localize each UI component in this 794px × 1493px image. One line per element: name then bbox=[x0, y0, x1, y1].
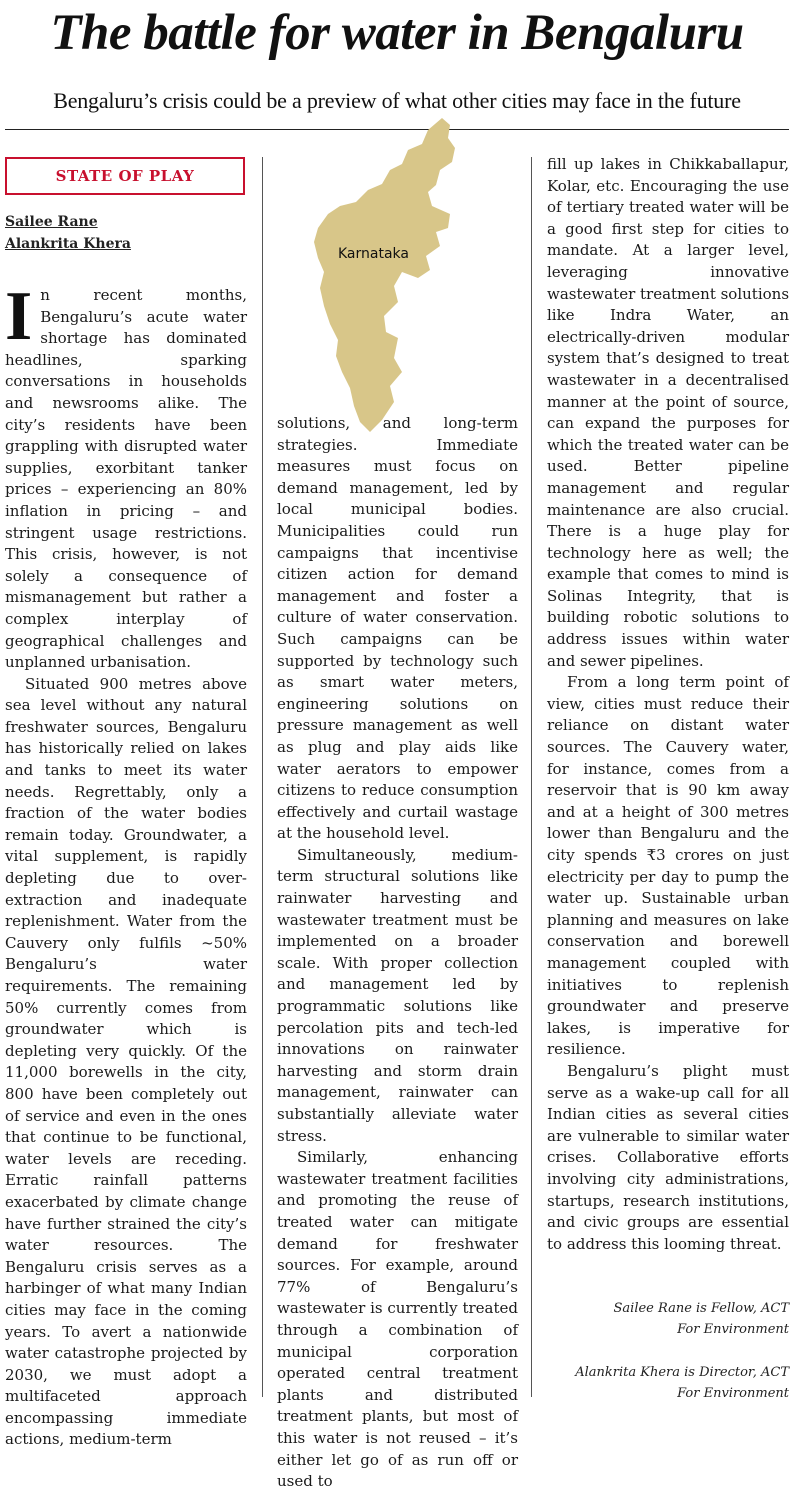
article-paragraph: Situated 900 metres above sea level without any natural freshwater sources, Bengaluru has historically relied on lakes and tanks to meet its water needs. Regrettably, only a fraction of the water bodies remain today. Groundwater, a vital supplement, is rapidly depleting due to over-extraction and inadequate replenishment. Water from the Cauvery only fulfils ~50% Bengaluru’s water requirements. The remaining 50% currently comes from groundwater which is depleting very quickly. Of the 11,000 borewells in the city, 800 have been completely out of service and even in the ones that continue to be functional, water levels are receding. Erratic rainfall patterns exacerbated by climate change have further strained the city’s water resources. The Bengaluru crisis serves as a harbinger of what many Indian cities may face in the coming years. To avert a nationwide water catastrophe projected by 2030, we must adopt a multifaceted approach encompassing immediate actions, medium-term bbox=[5, 674, 247, 1449]
author-byline-1[interactable]: Sailee Rane bbox=[5, 214, 98, 230]
karnataka-map bbox=[290, 110, 460, 440]
article-paragraph: From a long term point of view, cities must reduce their reliance on distant water sources. The Cauvery water, for instance, comes from a reservoir that is 90 km away and at a height of 300 metres lower than Bengaluru and the city spends ₹3 crores on just electricity per day to pump the water up. Sustainable urban planning and measures on lake conservation and borewell management coupled with initiatives to replenish groundwater and preserve lakes, is imperative for resilience. bbox=[547, 673, 789, 1059]
map-label: Karnataka bbox=[338, 246, 409, 262]
article-paragraph: Simultaneously, medium-term structural solutions like rainwater harvesting and wastewater treatment must be implemented on a broader scale. With proper collection and management led by programmatic solutions like percolation pits and tech-led innovations on rainwater harvesting and storm drain management, rainwater can substantially alleviate water stress. bbox=[277, 845, 518, 1145]
author-credit-2: Alankrita Khera is Director, ACT For Environment bbox=[575, 1365, 789, 1401]
author-byline-2[interactable]: Alankrita Khera bbox=[5, 236, 131, 252]
article-column-3 bbox=[547, 154, 789, 1255]
article-paragraph: Similarly, enhancing wastewater treatment facilities and promoting the reuse of treated water can mitigate demand for freshwater sources. For example, around 77% of Bengaluru’s wastewater is currently treated through a combination of municipal corporation operated central treatment plants and distributed treatment plants, but most of this water is not reused – it’s either let go of as run off or used to bbox=[277, 1148, 518, 1491]
dropcap-letter: I bbox=[5, 278, 33, 355]
article-paragraph: solutions, and long-term strategies. Immediate measures must focus on demand management, led by local municipal bodies. Municipalities could run campaigns that incentivise citizen action for demand management and foster a culture of water conservation. Such campaigns can be supported by technology such as smart water meters, engineering solutions on pressure management as well as plug and play aids like water aerators to empower citizens to reduce consumption effectively and curtail wastage at the household level. bbox=[277, 414, 518, 843]
column-divider-2 bbox=[531, 157, 532, 1397]
headline: The battle for water in Bengaluru bbox=[50, 5, 744, 61]
author-credit-1: Sailee Rane is Fellow, ACT For Environment bbox=[613, 1301, 789, 1337]
deck-subheadline: Bengaluru’s crisis could be a preview of what other cities may face in the future bbox=[53, 88, 741, 113]
article-column-1 bbox=[5, 278, 247, 1451]
article-column-2 bbox=[277, 413, 518, 1493]
article-paragraph: fill up lakes in Chikkaballapur, Kolar, etc. Encouraging the use of tertiary treated water will be a good first step for cities to mandate. At a larger level, leveraging innovative wastewater treatment solutions like Indra Water, an electrically-driven modular system that’s designed to treat wastewater in a decentralised manner at the point of source, can expand the purposes for which the treated water can be used. Better pipeline management and regular maintenance are also crucial. There is a huge play for technology here as well; the example that comes to mind is Solinas Integrity, that is building robotic solutions to address issues within water and sewer pipelines. bbox=[547, 155, 790, 670]
article-paragraph: In recent months, Bengaluru’s acute water shortage has dominated headlines, sparking conversations in households and newsrooms alike. The city’s residents have been grappling with disrupted water supplies, exorbitant tanker prices – experiencing an 80% inflation in pricing – and stringent usage restrictions. This crisis, however, is not solely a consequence of mismanagement but rather a complex interplay of geographical challenges and unplanned urbanisation. bbox=[5, 278, 247, 672]
section-label: STATE OF PLAY bbox=[5, 157, 245, 195]
karnataka-map-shape bbox=[314, 118, 455, 432]
article-paragraph: Bengaluru’s plight must serve as a wake-up call for all Indian cities as several cities are vulnerable to similar water crises. Collaborative efforts involving city administrations, startups, research institutions, and civic groups are essential to address this looming threat. bbox=[547, 1061, 789, 1253]
column-divider-1 bbox=[262, 157, 263, 1397]
